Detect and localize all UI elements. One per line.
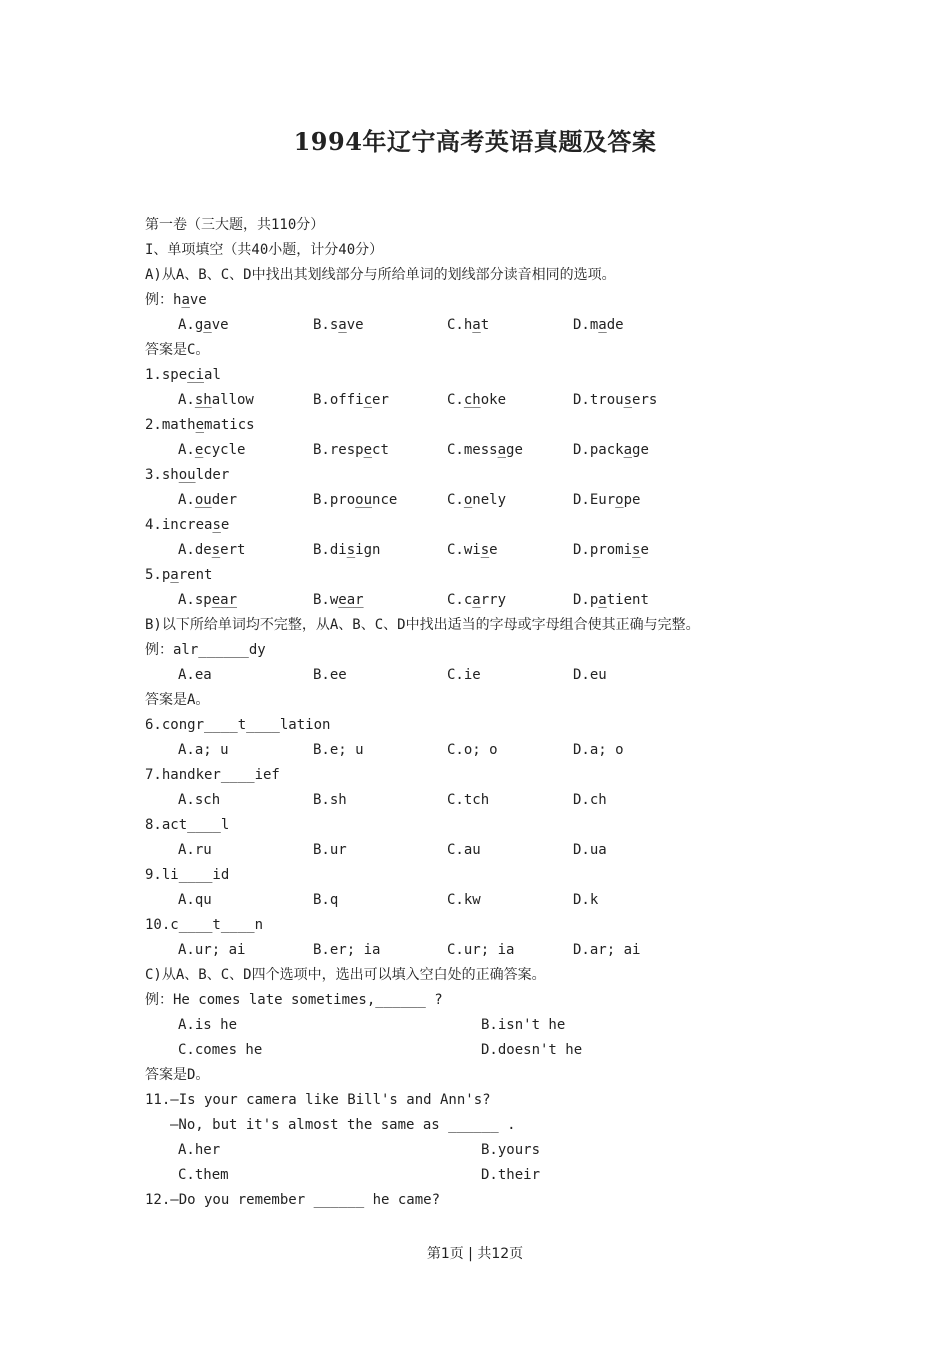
instruction-a: A)从A、B、C、D中找出其划线部分与所给单词的划线部分读音相同的选项。 — [145, 267, 616, 283]
underlined-part: sh — [194, 392, 212, 408]
underlined-part: ou — [178, 467, 196, 483]
part-b — [145, 638, 845, 963]
example-answer: 答案是D。 — [145, 1067, 210, 1083]
underlined-part: a — [598, 592, 607, 608]
underlined-part: a — [497, 442, 507, 458]
example-question: 例：alr______dy — [145, 642, 266, 658]
question-line: —No, but it's almost the same as ______ . — [170, 1117, 516, 1133]
option: B.officer — [313, 392, 389, 408]
options-row — [145, 388, 845, 413]
option: B.save — [313, 317, 364, 333]
underlined-part: s — [211, 542, 221, 558]
option: C.wise — [447, 542, 498, 558]
options-row — [145, 438, 845, 463]
option: C.onely — [447, 492, 507, 508]
option: C.carry — [447, 592, 507, 608]
options-row — [145, 938, 845, 963]
part-a — [145, 288, 845, 613]
options-row — [145, 788, 845, 813]
option: A.is he — [178, 1017, 238, 1033]
underlined-part: s — [623, 392, 633, 408]
underlined-part: a — [181, 292, 190, 308]
option: A.sch — [178, 792, 221, 808]
option: A.ea — [178, 667, 212, 683]
instruction-c: C)从A、B、C、D四个选项中，选出可以填入空白处的正确答案。 — [145, 967, 546, 983]
options-row — [145, 1138, 845, 1163]
option: B.wear — [313, 592, 364, 608]
part-heading: I、单项填空（共40小题，计分40分） — [145, 242, 384, 258]
question: 5.parent — [145, 567, 213, 583]
option: B.respect — [313, 442, 389, 458]
option: D.ua — [573, 842, 607, 858]
option: B.proounce — [313, 492, 398, 508]
options-row — [145, 1013, 845, 1038]
underlined-part: o — [463, 492, 473, 508]
option: A.qu — [178, 892, 212, 908]
part-c — [145, 988, 845, 1213]
option: C.au — [447, 842, 481, 858]
question: 7.handker____ief — [145, 767, 280, 783]
underlined-part: a — [598, 317, 607, 333]
underlined-part: e — [194, 442, 204, 458]
underlined-part: e — [195, 417, 205, 433]
question: 11.—Is your camera like Bill's and Ann's? — [145, 1092, 491, 1108]
option: C.kw — [447, 892, 481, 908]
option: C.o; o — [447, 742, 498, 758]
option: B.disign — [313, 542, 381, 558]
option: D.patient — [573, 592, 649, 608]
option: A.ru — [178, 842, 212, 858]
question: 4.increase — [145, 517, 230, 533]
option: B.ee — [313, 667, 347, 683]
instruction-b: B)以下所给单词均不完整，从A、B、C、D中找出适当的字母或字母组合使其正确与完整。 — [145, 617, 700, 633]
options-row — [145, 538, 845, 563]
underlined-part: a — [472, 317, 481, 333]
option: D.made — [573, 317, 624, 333]
option: A.ur; ai — [178, 942, 246, 958]
option: D.promise — [573, 542, 649, 558]
option: D.package — [573, 442, 649, 458]
options-row — [145, 663, 845, 688]
example-question: 例：He comes late sometimes,______ ? — [145, 992, 443, 1008]
option: B.yours — [481, 1142, 541, 1158]
option: A.her — [178, 1142, 221, 1158]
question: 1.special — [145, 367, 221, 383]
question: 8.act____l — [145, 817, 230, 833]
options-row — [145, 488, 845, 513]
document-body — [145, 213, 845, 1213]
option: A.shallow — [178, 392, 254, 408]
underlined-part: s — [346, 542, 356, 558]
page-title: 1994年辽宁高考英语真题及答案 — [293, 127, 657, 156]
option: B.e; u — [313, 742, 364, 758]
option: A.a; u — [178, 742, 229, 758]
option: C.them — [178, 1167, 229, 1183]
underlined-part: ear — [338, 592, 364, 608]
option: D.a; o — [573, 742, 624, 758]
option: A.spear — [178, 592, 238, 608]
underlined-part: ear — [211, 592, 238, 608]
question: 6.congr____t____lation — [145, 717, 331, 733]
underlined-part: s — [632, 542, 641, 558]
option: B.ur — [313, 842, 347, 858]
underlined-part: a — [203, 317, 212, 333]
underlined-part: a — [472, 592, 481, 608]
options-row — [145, 838, 845, 863]
question: 10.c____t____n — [145, 917, 264, 933]
underlined-part: ou — [355, 492, 373, 508]
option: B.er; ia — [313, 942, 381, 958]
example-question: 例：have — [145, 292, 207, 308]
underlined-part: c — [363, 392, 373, 408]
option: A.desert — [178, 542, 246, 558]
underlined-part: s — [480, 542, 490, 558]
option: A.ouder — [178, 492, 238, 508]
option: C.ie — [447, 667, 481, 683]
options-row — [145, 313, 845, 338]
option: A.ecycle — [178, 442, 246, 458]
underlined-part: ou — [194, 492, 212, 508]
option: B.sh — [313, 792, 347, 808]
underlined-part: ci — [187, 367, 205, 383]
option: C.comes he — [178, 1042, 263, 1058]
options-row — [145, 1163, 845, 1188]
option: C.hat — [447, 317, 490, 333]
options-row — [145, 588, 845, 613]
page-footer: 第1页 | 共12页 — [426, 1246, 524, 1262]
underlined-part: a — [170, 567, 179, 583]
option: D.ar; ai — [573, 942, 641, 958]
option: C.message — [447, 442, 523, 458]
option: B.isn't he — [481, 1017, 566, 1033]
options-row — [145, 888, 845, 913]
section-heading: 第一卷（三大题，共110分） — [145, 217, 325, 233]
option: D.doesn't he — [481, 1042, 583, 1058]
option: D.k — [573, 892, 599, 908]
underlined-part: o — [615, 492, 624, 508]
underlined-part: a — [623, 442, 633, 458]
question: 3.shoulder — [145, 467, 230, 483]
question: 12.—Do you remember ______ he came? — [145, 1192, 441, 1208]
question: 9.li____id — [145, 867, 230, 883]
question: 2.mathematics — [145, 417, 255, 433]
example-answer: 答案是C。 — [145, 342, 210, 358]
option: C.tch — [447, 792, 490, 808]
option: B.q — [313, 892, 339, 908]
underlined-part: a — [338, 317, 347, 333]
option: D.trousers — [573, 392, 658, 408]
options-row — [145, 738, 845, 763]
option: A.gave — [178, 317, 229, 333]
options-row — [145, 1038, 845, 1063]
option: D.Europe — [573, 492, 641, 508]
underlined-part: ch — [463, 392, 481, 408]
option: D.ch — [573, 792, 607, 808]
option: C.ur; ia — [447, 942, 515, 958]
underlined-part: e — [363, 442, 373, 458]
example-answer: 答案是A。 — [145, 692, 210, 708]
option: D.their — [481, 1167, 541, 1183]
option: C.choke — [447, 392, 507, 408]
option: D.eu — [573, 667, 607, 683]
underlined-part: s — [212, 517, 221, 533]
